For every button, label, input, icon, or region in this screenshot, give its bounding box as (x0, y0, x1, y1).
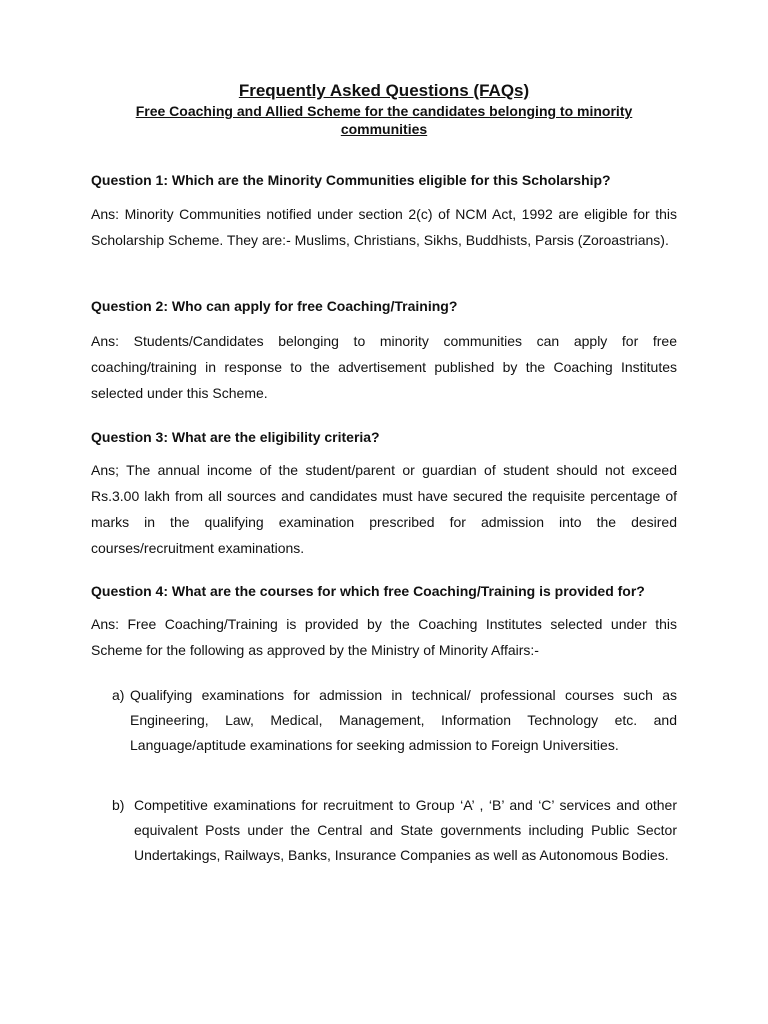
list-item-marker: a) (112, 687, 125, 703)
document-title: Frequently Asked Questions (FAQs) (238, 81, 530, 100)
list-item (112, 793, 677, 868)
faq-answer-1: Ans: Minority Communities notified under section 2(c) of NCM Act, 1992 are eligible for this Scholarship Scheme. They are:- Muslims, Christians, Sikhs, Buddhists, Parsis (Zoroastrians). (91, 206, 677, 248)
document-subtitle: Free Coaching and Allied Scheme for the candidates belonging to minority communities (135, 103, 633, 137)
faq-question-3: Question 3: What are the eligibility criteria? (91, 429, 380, 445)
faq-answer-2: Ans: Students/Candidates belonging to minority communities can apply for free coaching/training in response to the advertisement published by the Coaching Institutes selected under this Scheme. (91, 333, 677, 401)
faq-question-2: Question 2: Who can apply for free Coaching/Training? (91, 298, 458, 314)
faq-question-1: Question 1: Which are the Minority Communities eligible for this Scholarship? (91, 172, 611, 188)
list-item-marker: b) (112, 797, 125, 813)
faq-answer-4: Ans: Free Coaching/Training is provided by the Coaching Institutes selected under this Scheme for the following as approved by the Ministry of Minority Affairs:- (91, 616, 677, 658)
list-item-text: Qualifying examinations for admission in technical/ professional courses such as Engineering, Law, Medical, Management, Information Technology etc. and Language/aptitude examinations for seeking admission to Foreign Universities. (130, 687, 677, 753)
list-item-text: Competitive examinations for recruitment to Group ‘A’ , ‘B’ and ‘C’ services and other equivalent Posts under the Central and State governments including Public Sector Undertakings, Railways, Banks, Insurance Companies as well as Autonomous Bodies. (134, 797, 677, 863)
faq-question-4: Question 4: What are the courses for which free Coaching/Training is provided for? (91, 583, 645, 599)
list-item (112, 683, 677, 758)
faq-answer-3: Ans; The annual income of the student/parent or guardian of student should not exceed Rs.3.00 lakh from all sources and candidates must have secured the requisite percentage of marks in the qualifying examination prescribed for admission into the desired courses/recruitment examinations. (91, 462, 677, 556)
